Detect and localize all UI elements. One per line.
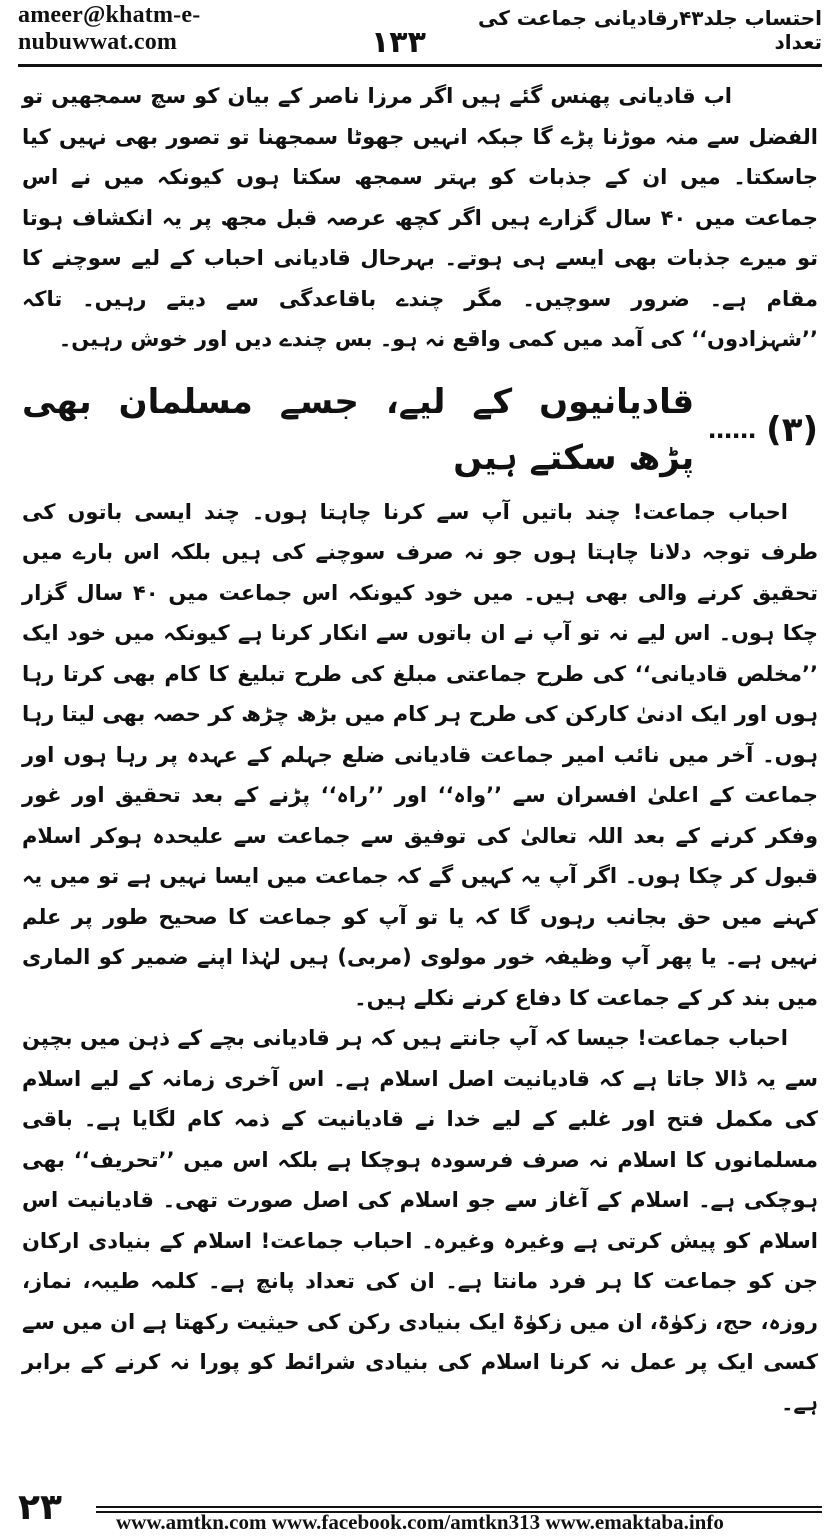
page-footer <box>18 1487 822 1534</box>
intro-paragraph: اب قادیانی پھنس گئے ہیں اگر مرزا ناصر کے بیان کو سچ سمجھیں تو الفضل سے منہ موڑنا پڑے گا جبکہ انہیں جھوٹا سمجھنا تو تصور بھی نہیں کیا جاسکتا۔ میں ان کے جذبات کو بہتر سمجھ سکتا ہوں کیونکہ میں نے اس جماعت میں ۴۰ سال گزارے ہیں اگر کچھ عرصہ قبل مجھ پر یہ انکشاف ہوتا تو میرے جذبات بھی ایسے ہی ہوتے۔ بہرحال قادیانی احباب کے لیے سوچنے کا مقام ہے۔ ضرور سوچیں۔ مگر چندے باقاعدگی سے دیتے رہیں۔ تاکہ ’’شہزادوں‘‘ کی آمد میں کمی واقع نہ ہو۔ بس چندے دیں اور خوش رہیں۔ <box>22 84 818 351</box>
section-dots: …… <box>708 415 757 444</box>
section-title: قادیانیوں کے لیے، جسے مسلمان بھی پڑھ سکتے ہیں <box>22 381 695 478</box>
body-paragraph-1: احباب جماعت! چند باتیں آپ سے کرنا چاہتا ہوں۔ چند ایسی باتوں کی طرف توجہ دلانا چاہتا ہوں جو نہ صرف سوچنے کی ہیں بلکہ اس بارے میں تحقیق کرنے والی بھی ہیں۔ میں خود کیونکہ اس جماعت میں ۴۰ سال گزار چکا ہوں۔ اس لیے نہ تو آپ نے ان باتوں سے انکار کرنا ہے کیونکہ میں خود ایک ’’مخلص قادیانی‘‘ کی طرح جماعتی مبلغ کی طرح تبلیغ کا کام بھی کرتا رہا ہوں اور ایک ادنیٰ کارکن کی طرح ہر کام میں بڑھ چڑھ کر حصہ بھی لیتا رہا ہوں۔ آخر میں نائب امیر جماعت قادیانی ضلع جہلم کے عہدہ پر رہا ہوں اور جماعت کے اعلیٰ افسران سے ’’واہ‘‘ اور ’’راہ‘‘ پڑنے کے بعد تحقیق اور غور وفکر کرنے کے بعد اللہ تعالیٰ کی توفیق سے جماعت سے علیحدہ ہوکر اسلام قبول کر چکا ہوں۔ اگر آپ یہ کہیں گے کہ جماعت میں ایسا نہیں ہے تو میں یہ کہنے میں حق بجانب رہوں گا کہ یا تو آپ کو جماعت کا صحیح طور پر علم نہیں ہے۔ یا پھر آپ وظیفہ خور مولوی (مربی) ہیں لہٰذا اپنے ضمیر کو الماری میں بند کر کے جماعت کا دفاع کرنے نکلے ہیں۔ <box>22 499 818 1010</box>
body-paragraph-2: احباب جماعت! جیسا کہ آپ جانتے ہیں کہ ہر قادیانی بچے کے ذہن میں بچپن سے یہ ڈالا جاتا ہے کہ قادیانیت اصل اسلام ہے۔ اس آخری زمانہ کے لیے اسلام کی مکمل فتح اور غلبے کے لیے خدا نے قادیانیت کے ذمہ کام لگایا ہے۔ باقی مسلمانوں کا اسلام نہ صرف فرسودہ ہوچکا ہے بلکہ اس میں ’’تحریف‘‘ بھی ہوچکی ہے۔ اسلام کے آغاز سے جو اسلام کی اصل صورت تھی۔ قادیانیت اس اسلام کو پیش کرتی ہے وغیرہ وغیرہ۔ احباب جماعت! اسلام کے بنیادی ارکان جن کو جماعت کا ہر فرد مانتا ہے۔ ان کی تعداد پانچ ہے۔ کلمہ طیبہ، نماز، روزہ، حج، زکوٰۃ، ان میں زکوٰۃ ایک بنیادی رکن کی حیثیت رکھتا ہے ان میں سے کسی ایک پر عمل نہ کرنا اسلام کی بنیادی شرائط کو پورا نہ کرنے کے برابر ہے۔ <box>22 1026 818 1415</box>
section-number: (۳) <box>766 409 818 450</box>
footer-rule-top <box>96 1506 822 1508</box>
header-email: ameer@khatm-e-nubuwwat.com <box>18 2 201 55</box>
header-divider <box>18 64 822 67</box>
section-heading <box>22 374 818 486</box>
header-page-number: ۱۳۳ <box>371 25 426 60</box>
header-left <box>18 2 426 62</box>
page-header <box>18 2 822 62</box>
footer-links: www.amtkn.com www.facebook.com/amtkn313 www.emaktaba.info <box>116 1510 724 1534</box>
footer-book-page-number: ۲۳ <box>18 1487 62 1528</box>
page-body <box>22 76 818 1456</box>
header-running-title: احتساب جلد۴۳رقادیانی جماعت کی تعداد <box>477 6 822 54</box>
